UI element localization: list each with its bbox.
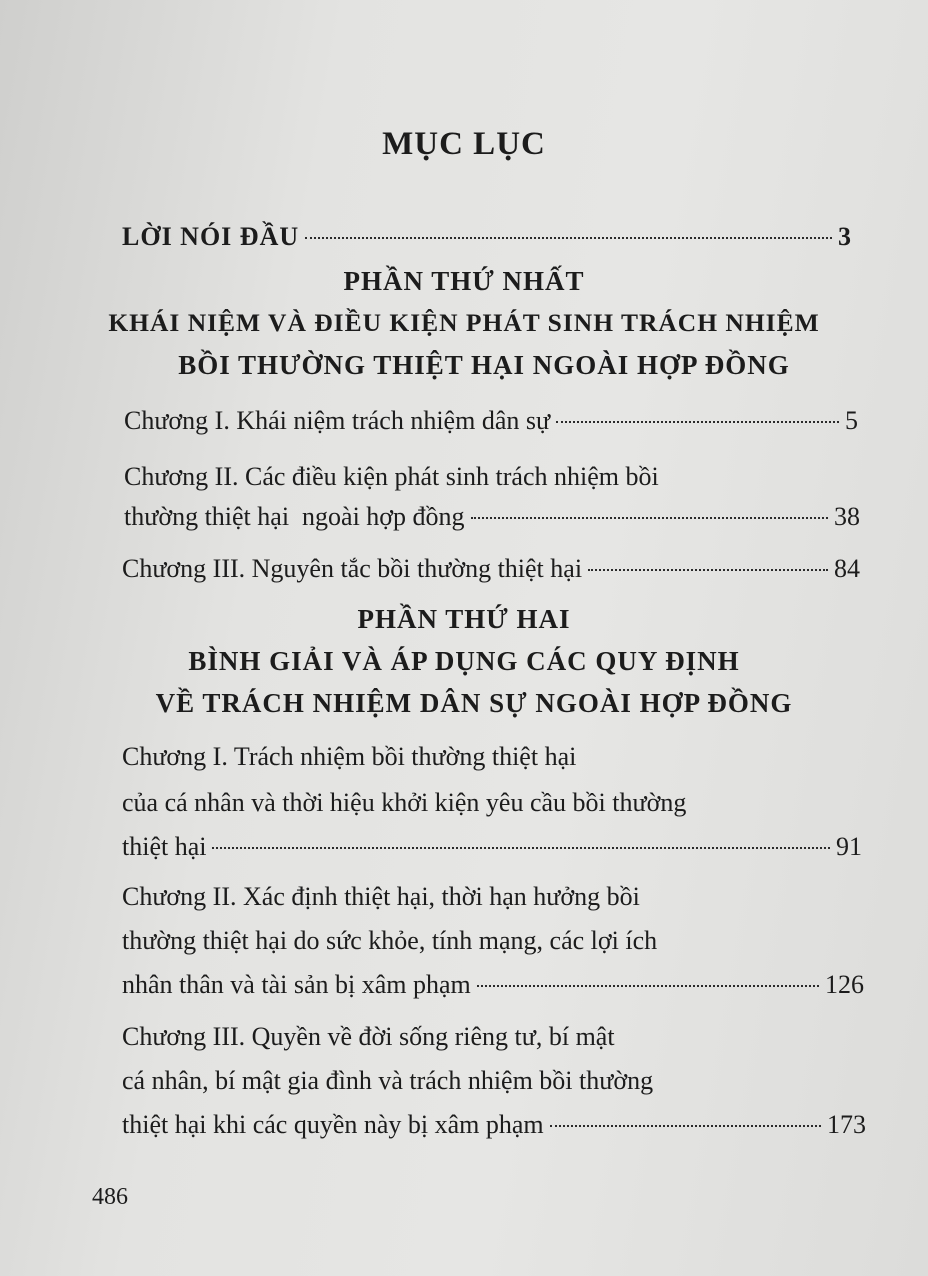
dot-leader — [550, 1125, 821, 1127]
toc-entry-label: nhân thân và tài sản bị xâm phạm — [122, 970, 471, 999]
toc-entry-label: thiệt hại — [122, 832, 207, 861]
toc-entry-page: 91 — [836, 832, 862, 861]
toc-entry-page: 173 — [827, 1110, 866, 1139]
toc-entry-part1-ch1[interactable] — [124, 406, 858, 436]
toc-entry-part2-ch2-line2: thường thiệt hại do sức khỏe, tính mạng, các lợi ích — [122, 926, 658, 955]
toc-entry-label: thiệt hại khi các quyền này bị xâm phạm — [122, 1110, 544, 1139]
part-one-heading: PHẦN THỨ NHẤT — [343, 266, 585, 296]
dot-leader — [471, 517, 828, 519]
part-two-title-line2: VỀ TRÁCH NHIỆM DÂN SỰ NGOÀI HỢP ĐỒNG — [155, 688, 793, 718]
toc-entry-part2-ch3-line1: Chương III. Quyền về đời sống riêng tư, bí mật — [122, 1022, 615, 1051]
dot-leader — [588, 569, 828, 571]
toc-entry-part2-ch2[interactable] — [122, 970, 864, 1000]
toc-entry-part1-ch2[interactable] — [124, 502, 860, 532]
toc-entry-label: Chương III. Nguyên tắc bồi thường thiệt hại — [122, 554, 583, 583]
toc-entry-page: 38 — [834, 502, 860, 531]
toc-entry-part2-ch2-line1: Chương II. Xác định thiệt hại, thời hạn hưởng bồi — [122, 882, 640, 911]
page-title: MỤC LỤC — [382, 126, 546, 162]
toc-entry-label: Chương I. Khái niệm trách nhiệm dân sự — [124, 406, 551, 435]
toc-entry-page: 3 — [838, 222, 852, 251]
dot-leader — [477, 985, 819, 987]
toc-entry-part2-ch1-line2: của cá nhân và thời hiệu khởi kiện yêu cầu bồi thường — [122, 788, 687, 817]
page-number: 486 — [92, 1184, 128, 1210]
part-one-title-line1: KHÁI NIỆM VÀ ĐIỀU KIỆN PHÁT SINH TRÁCH NHIỆM — [108, 308, 820, 337]
toc-entry-page: 5 — [845, 406, 858, 435]
toc-entry-page: 84 — [834, 554, 860, 583]
dot-leader — [212, 847, 830, 849]
toc-entry-label: LỜI NÓI ĐẦU — [122, 222, 300, 251]
toc-entry-part2-ch1-line1: Chương I. Trách nhiệm bồi thường thiệt hại — [122, 742, 577, 771]
dot-leader — [305, 237, 832, 239]
toc-entry-front-matter[interactable] — [122, 222, 852, 252]
toc-entry-part1-ch2-line1: Chương II. Các điều kiện phát sinh trách nhiệm bồi — [124, 462, 659, 491]
part-one-title-line2: BỒI THƯỜNG THIỆT HẠI NGOÀI HỢP ĐỒNG — [178, 350, 790, 380]
toc-entry-page: 126 — [825, 970, 864, 999]
toc-entry-part2-ch3-line2: cá nhân, bí mật gia đình và trách nhiệm bồi thường — [122, 1066, 654, 1095]
toc-entry-part2-ch3[interactable] — [122, 1110, 866, 1140]
toc-entry-label: thường thiệt hại ngoài hợp đồng — [124, 502, 465, 531]
part-two-title-line1: BÌNH GIẢI VÀ ÁP DỤNG CÁC QUY ĐỊNH — [188, 646, 740, 676]
toc-entry-part2-ch1[interactable] — [122, 832, 862, 862]
dot-leader — [556, 421, 839, 423]
toc-entry-part1-ch3[interactable] — [122, 554, 860, 584]
part-two-heading: PHẦN THỨ HAI — [357, 604, 571, 634]
